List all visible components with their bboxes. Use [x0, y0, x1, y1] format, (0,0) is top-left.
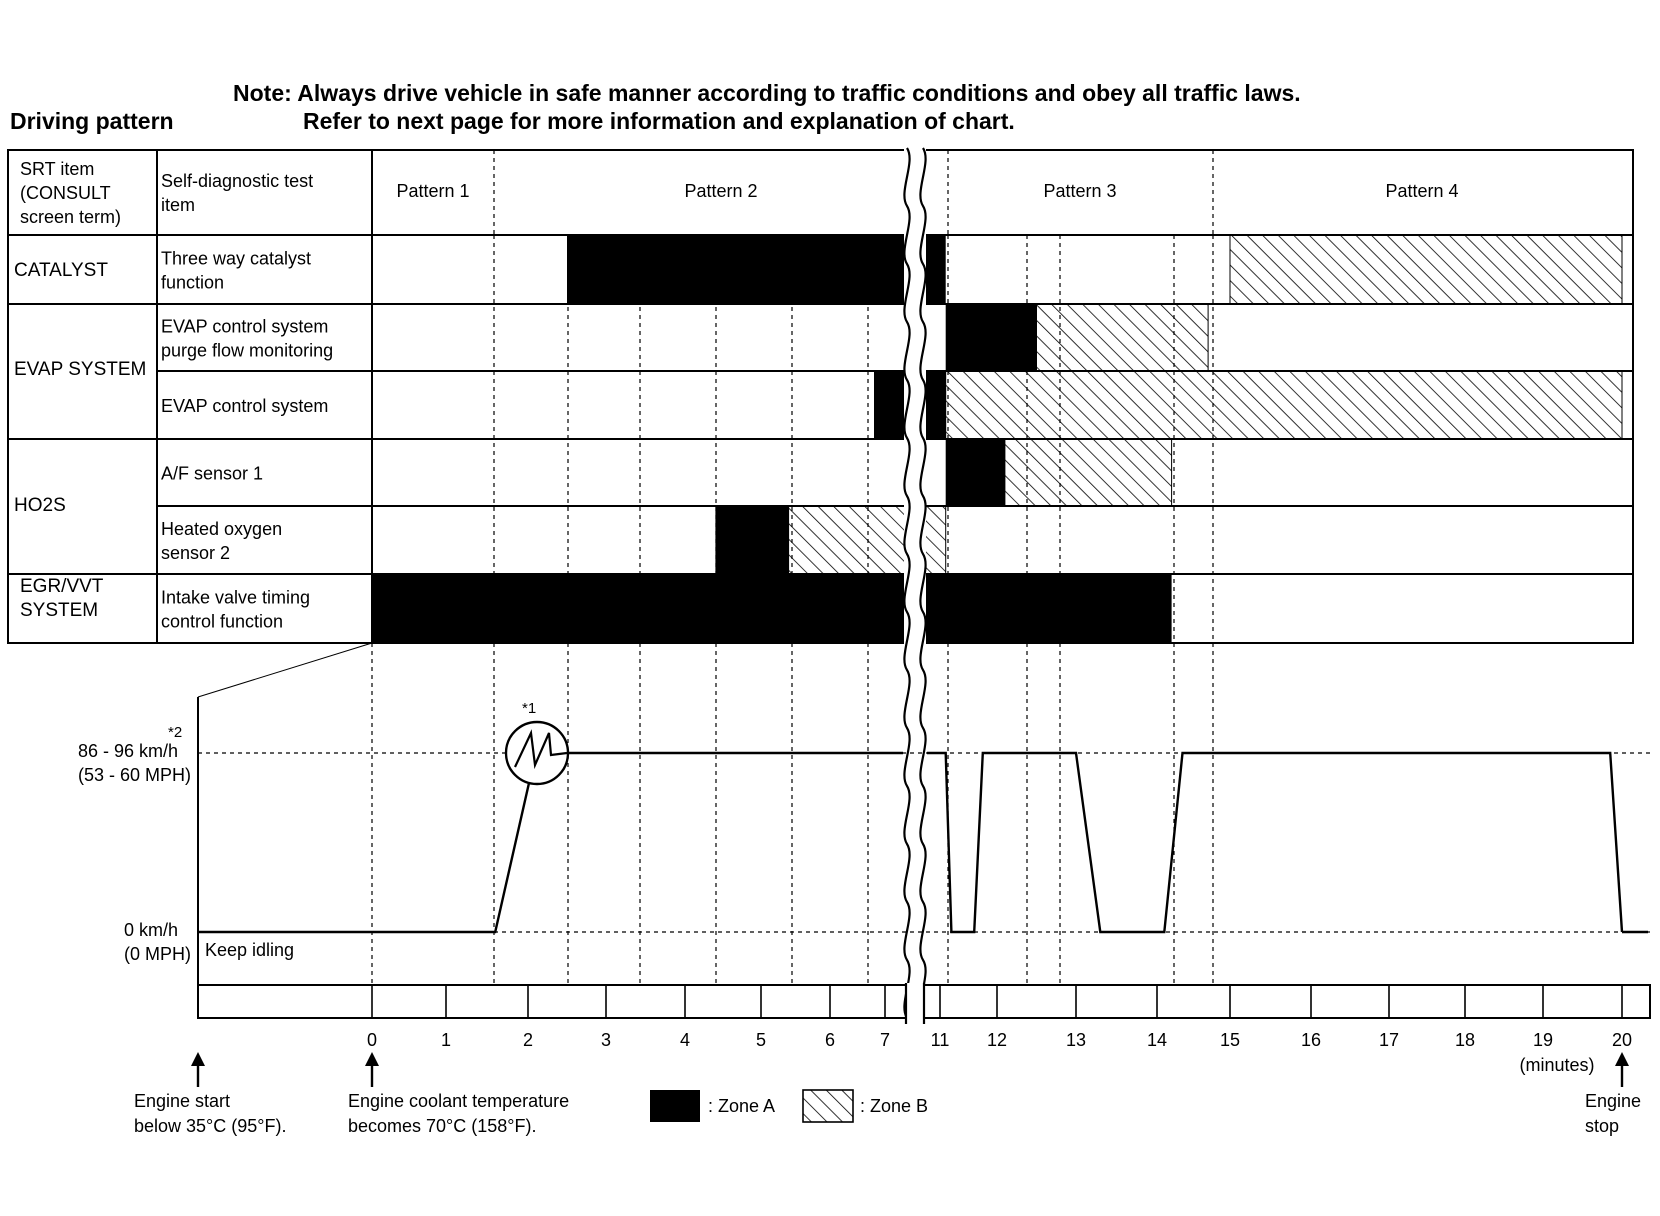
zone-b-bar: [1230, 235, 1622, 304]
ramp-note-mark: *1: [522, 700, 537, 717]
arrow-head: [1615, 1052, 1629, 1066]
note-line-2: Refer to next page for more information and explanation of chart.: [303, 108, 1015, 134]
axis-tick-label: 0: [366, 1030, 378, 1050]
zone-b-swatch: [803, 1090, 853, 1122]
axis-tick-label: 6: [824, 1030, 836, 1050]
item-label: A/F sensor 1: [161, 463, 264, 484]
speed-line-segment: [927, 753, 1622, 932]
coolant-temp-label: becomes 70°C (158°F).: [348, 1116, 537, 1136]
item-label: Intake valve timing: [161, 587, 311, 608]
coolant-temp-label: Engine coolant temperature: [348, 1091, 570, 1111]
category-label: CATALYST: [14, 260, 108, 281]
item-label: Three way catalyst: [161, 248, 312, 269]
engine-stop-label: Engine: [1585, 1091, 1642, 1111]
axis-tick-label: 14: [1146, 1030, 1168, 1050]
axis-tick-label: 3: [600, 1030, 612, 1050]
axis-tick-label: 19: [1532, 1030, 1554, 1050]
pattern-header-2: Pattern 2: [684, 181, 758, 201]
arrow-head: [365, 1052, 379, 1066]
note-line-1: Note: Always drive vehicle in safe manner according to traffic conditions and obey all traffic laws.: [233, 80, 1301, 106]
category-label: EGR/VVT: [20, 576, 104, 597]
connector-line: [198, 643, 372, 697]
annotations: [134, 1052, 1641, 1136]
zone-b-bar: [946, 371, 1622, 439]
item-label: EVAP control system: [161, 396, 329, 416]
item-label: control function: [161, 611, 284, 632]
zone-a-bar: [372, 574, 1172, 643]
axis-tick-label: 1: [440, 1030, 452, 1050]
item-label: function: [161, 272, 225, 293]
diagram-title: Driving pattern: [10, 108, 174, 134]
srt-header-line: screen term): [20, 207, 122, 227]
zone-b-legend-label: : Zone B: [860, 1096, 929, 1116]
axis-tick-label: 2: [522, 1030, 534, 1050]
zone-b-bar: [1037, 304, 1209, 371]
item-label: sensor 2: [161, 543, 231, 563]
time-break-mark: [904, 148, 926, 1018]
engine-start-label: below 35°C (95°F).: [134, 1116, 287, 1136]
high-speed-label-mph: (53 - 60 MPH): [77, 765, 191, 785]
item-label: EVAP control system: [161, 316, 329, 337]
axis-unit-label: (minutes): [1519, 1055, 1595, 1075]
self-diag-header-line: Self-diagnostic test: [161, 171, 314, 191]
zone-legend: [650, 1090, 928, 1122]
zone-a-bar: [567, 235, 946, 304]
low-speed-label: 0 km/h: [123, 920, 178, 940]
category-label: HO2S: [14, 495, 66, 516]
axis-tick-label: 17: [1378, 1030, 1400, 1050]
axis-tick-label: 12: [986, 1030, 1008, 1050]
zone-a-bar: [715, 506, 788, 574]
pattern-header-1: Pattern 1: [396, 181, 470, 201]
axis-tick-label: 20: [1611, 1030, 1633, 1050]
axis-tick-label: 5: [755, 1030, 767, 1050]
axis-tick-label: 7: [879, 1030, 891, 1050]
axis-tick-label: 16: [1300, 1030, 1322, 1050]
category-label: SYSTEM: [20, 600, 99, 621]
zone-b-bar: [1005, 439, 1172, 506]
axis-break-gap: [906, 983, 924, 1020]
arrow-head: [191, 1052, 205, 1066]
time-axis: [198, 983, 1650, 1075]
engine-stop-label: stop: [1585, 1116, 1620, 1136]
zone-a-bar: [946, 439, 1005, 506]
zone-a-bar: [946, 304, 1037, 371]
high-speed-label: 86 - 96 km/h: [77, 741, 178, 761]
low-speed-label-mph: (0 MPH): [124, 944, 191, 964]
engine-start-label: Engine start: [134, 1091, 231, 1111]
axis-tick-label: 11: [930, 1030, 950, 1050]
axis-tick-label: 4: [679, 1030, 691, 1050]
item-label: purge flow monitoring: [161, 340, 334, 361]
pattern-header-3: Pattern 3: [1043, 181, 1117, 201]
pattern-header-4: Pattern 4: [1385, 181, 1459, 201]
axis-tick-label: 18: [1454, 1030, 1476, 1050]
axis-tick-label: 13: [1065, 1030, 1087, 1050]
zone-a-swatch: [650, 1090, 700, 1122]
srt-header-line: (CONSULT: [20, 183, 111, 203]
item-label: Heated oxygen: [161, 519, 283, 539]
srt-header-line: SRT item: [20, 159, 95, 179]
speed-profile-chart: [78, 643, 1650, 1018]
category-label: EVAP SYSTEM: [14, 359, 147, 380]
keep-idling-label: Keep idling: [205, 940, 295, 960]
axis-tick-label: 15: [1219, 1030, 1241, 1050]
high-speed-note-mark: *2: [168, 724, 183, 741]
zone-a-legend-label: : Zone A: [708, 1096, 776, 1116]
self-diag-header-line: item: [161, 195, 196, 215]
